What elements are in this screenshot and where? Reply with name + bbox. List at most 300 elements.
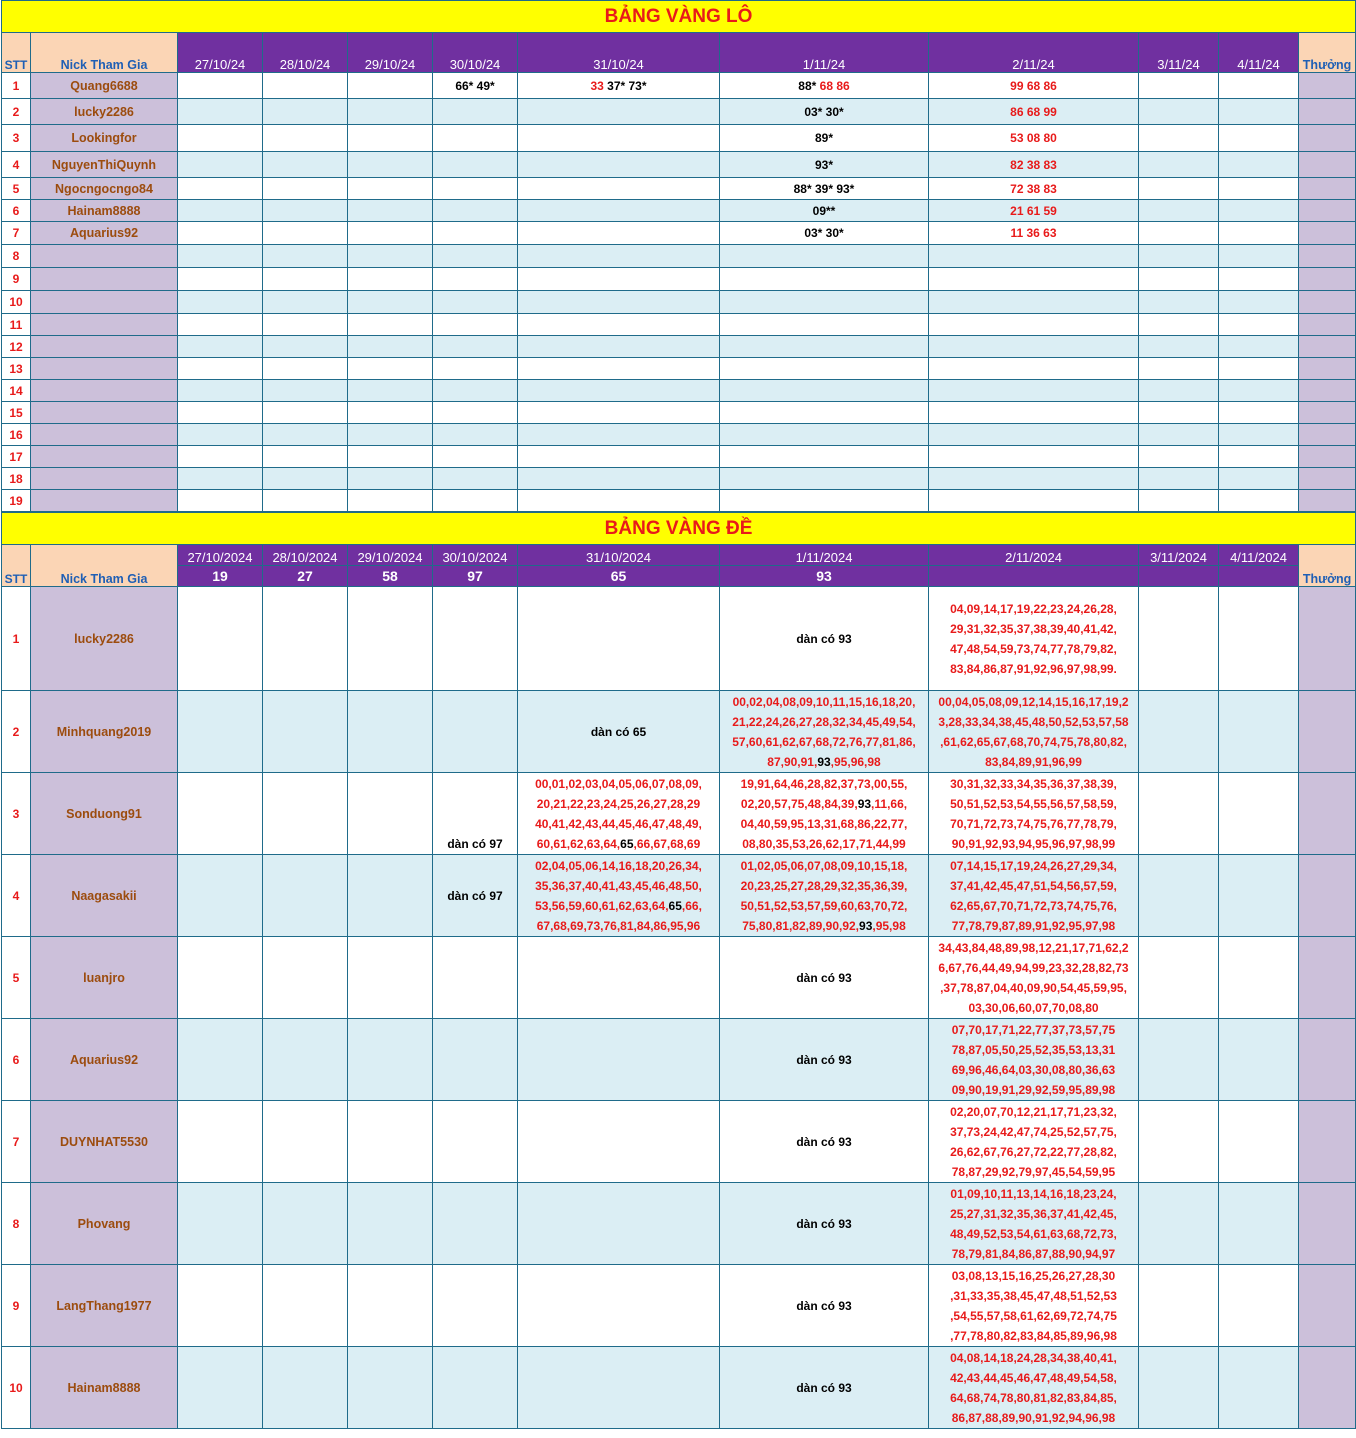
lo-cell[interactable] — [720, 178, 929, 200]
de-row-nick: DUYNHAT5530 — [31, 1101, 178, 1183]
de-cell[interactable] — [929, 1101, 1139, 1183]
lo-row — [2, 336, 1356, 358]
lo-cell[interactable] — [518, 336, 720, 358]
lo-cell[interactable] — [433, 446, 518, 468]
de-header-date: 2/11/2024 — [929, 545, 1139, 566]
lo-cell[interactable] — [1219, 380, 1299, 402]
lo-cell[interactable] — [178, 99, 263, 125]
de-cell[interactable] — [1139, 773, 1219, 855]
de-cell[interactable] — [1219, 1347, 1299, 1429]
lo-cell[interactable] — [263, 380, 348, 402]
de-cell[interactable] — [1139, 1101, 1219, 1183]
lo-cell[interactable] — [433, 468, 518, 490]
lo-cell[interactable] — [1139, 291, 1219, 314]
de-cell[interactable] — [433, 1347, 518, 1429]
de-cell[interactable] — [348, 1183, 433, 1265]
lo-cell[interactable] — [929, 291, 1139, 314]
de-cell[interactable] — [433, 855, 518, 937]
lo-cell[interactable] — [720, 314, 929, 336]
de-cell[interactable] — [720, 855, 929, 937]
de-cell[interactable] — [518, 587, 720, 691]
lo-cell[interactable] — [263, 468, 348, 490]
cell-text-segment: 93 — [859, 918, 873, 933]
de-cell[interactable] — [433, 1183, 518, 1265]
lo-cell[interactable] — [433, 380, 518, 402]
de-cell[interactable] — [1219, 1183, 1299, 1265]
lo-cell[interactable] — [348, 424, 433, 446]
de-cell[interactable] — [929, 1265, 1139, 1347]
de-cell[interactable] — [433, 587, 518, 691]
de-cell[interactable] — [720, 1265, 929, 1347]
de-header-date: 3/11/2024 — [1139, 545, 1219, 566]
de-cell[interactable] — [348, 1347, 433, 1429]
lo-cell[interactable] — [178, 424, 263, 446]
de-cell[interactable] — [348, 937, 433, 1019]
lo-cell[interactable] — [263, 99, 348, 125]
lo-row-nick — [31, 314, 178, 336]
de-cell[interactable] — [1219, 1019, 1299, 1101]
lo-header-date: 29/10/24 — [348, 33, 433, 73]
lo-cell[interactable] — [348, 468, 433, 490]
de-row-thuong — [1299, 691, 1356, 773]
lo-cell[interactable] — [348, 291, 433, 314]
de-cell[interactable] — [929, 937, 1139, 1019]
lo-cell[interactable] — [433, 245, 518, 268]
lo-row-thuong — [1299, 178, 1356, 200]
lo-cell[interactable] — [1219, 125, 1299, 152]
lo-cell[interactable] — [518, 291, 720, 314]
lo-cell[interactable] — [1139, 490, 1219, 512]
lo-cell[interactable] — [433, 336, 518, 358]
de-cell[interactable] — [720, 1101, 929, 1183]
de-cell[interactable] — [720, 773, 929, 855]
lo-cell[interactable] — [1139, 268, 1219, 291]
lo-cell[interactable] — [1219, 73, 1299, 99]
lo-cell[interactable] — [433, 424, 518, 446]
lo-cell[interactable] — [518, 125, 720, 152]
lo-cell[interactable] — [348, 490, 433, 512]
de-cell[interactable] — [178, 855, 263, 937]
de-cell[interactable] — [518, 1183, 720, 1265]
lo-row-thuong — [1299, 402, 1356, 424]
cell-text-segment: 93 — [817, 754, 831, 769]
de-cell[interactable] — [263, 855, 348, 937]
lo-cell[interactable] — [263, 178, 348, 200]
lo-cell[interactable] — [929, 468, 1139, 490]
de-cell[interactable] — [518, 937, 720, 1019]
lo-row-stt: 14 — [2, 380, 31, 402]
de-cell[interactable] — [263, 1101, 348, 1183]
de-cell[interactable] — [263, 937, 348, 1019]
de-cell[interactable] — [1139, 937, 1219, 1019]
de-cell[interactable] — [1219, 937, 1299, 1019]
de-cell[interactable] — [263, 773, 348, 855]
de-cell[interactable] — [348, 691, 433, 773]
lo-cell[interactable] — [263, 152, 348, 178]
de-cell[interactable] — [518, 1265, 720, 1347]
de-cell[interactable] — [1219, 773, 1299, 855]
lo-cell[interactable] — [1219, 490, 1299, 512]
lo-cell[interactable] — [348, 200, 433, 222]
lo-cell[interactable] — [518, 99, 720, 125]
de-cell[interactable] — [178, 1101, 263, 1183]
lo-cell[interactable] — [263, 402, 348, 424]
lo-cell[interactable] — [433, 73, 518, 99]
cell-text-segment: 07,70,17,71,22,77,37,73,57,75 78,87,05,50,25,52,35,53,13,31 69,96,46,64,03,30,08,80,36,63 09,90,19,91,29,92,59,95,89,98 — [951, 1022, 1116, 1097]
lo-cell[interactable] — [348, 99, 433, 125]
lo-cell[interactable] — [263, 490, 348, 512]
lo-cell[interactable] — [1219, 245, 1299, 268]
de-cell[interactable] — [518, 1347, 720, 1429]
lo-cell[interactable] — [178, 402, 263, 424]
de-cell[interactable] — [929, 587, 1139, 691]
lo-header-date: 30/10/24 — [433, 33, 518, 73]
lo-cell[interactable] — [929, 125, 1139, 152]
lo-cell[interactable] — [720, 358, 929, 380]
lo-cell[interactable] — [433, 358, 518, 380]
lo-cell[interactable] — [720, 424, 929, 446]
de-cell[interactable] — [178, 773, 263, 855]
lo-cell[interactable] — [348, 152, 433, 178]
lo-row-stt: 11 — [2, 314, 31, 336]
lo-cell[interactable] — [929, 200, 1139, 222]
lo-cell[interactable] — [433, 125, 518, 152]
de-cell[interactable] — [433, 1265, 518, 1347]
lo-cell[interactable] — [518, 152, 720, 178]
lo-cell[interactable] — [348, 358, 433, 380]
de-cell[interactable] — [929, 773, 1139, 855]
lo-cell[interactable] — [348, 314, 433, 336]
lo-cell[interactable] — [1139, 380, 1219, 402]
lo-cell[interactable] — [263, 291, 348, 314]
lo-cell[interactable] — [1139, 73, 1219, 99]
lo-cell[interactable] — [518, 402, 720, 424]
lo-cell[interactable] — [929, 314, 1139, 336]
lo-row — [2, 125, 1356, 152]
lo-cell[interactable] — [720, 73, 929, 99]
de-cell[interactable] — [518, 691, 720, 773]
lo-row-stt: 10 — [2, 291, 31, 314]
lo-cell[interactable] — [348, 73, 433, 99]
de-cell[interactable] — [348, 773, 433, 855]
de-cell[interactable] — [433, 1019, 518, 1101]
lo-cell[interactable] — [433, 291, 518, 314]
de-cell[interactable] — [433, 773, 518, 855]
lo-cell[interactable] — [433, 490, 518, 512]
lo-cell[interactable] — [433, 152, 518, 178]
lo-cell[interactable] — [263, 336, 348, 358]
lo-row-thuong — [1299, 314, 1356, 336]
lo-cell[interactable] — [1219, 268, 1299, 291]
de-cell[interactable] — [1219, 1101, 1299, 1183]
de-cell[interactable] — [348, 855, 433, 937]
de-cell[interactable] — [1219, 691, 1299, 773]
de-cell[interactable] — [433, 1101, 518, 1183]
lo-cell[interactable] — [720, 125, 929, 152]
lo-cell[interactable] — [929, 222, 1139, 245]
lo-cell[interactable] — [433, 99, 518, 125]
lo-cell[interactable] — [929, 152, 1139, 178]
lo-cell[interactable] — [1219, 402, 1299, 424]
lo-row-nick — [31, 245, 178, 268]
lo-cell[interactable] — [1139, 99, 1219, 125]
cell-text-segment: 11 36 63 — [1010, 226, 1057, 240]
lo-cell[interactable] — [1219, 291, 1299, 314]
de-cell[interactable] — [720, 937, 929, 1019]
lo-cell[interactable] — [1139, 446, 1219, 468]
de-cell[interactable] — [433, 691, 518, 773]
lo-cell[interactable] — [1139, 358, 1219, 380]
lo-cell[interactable] — [263, 200, 348, 222]
de-cell[interactable] — [348, 1265, 433, 1347]
lo-cell[interactable] — [1139, 125, 1219, 152]
lo-cell[interactable] — [518, 380, 720, 402]
de-header-date: 4/11/2024 — [1219, 545, 1299, 566]
lo-cell[interactable] — [1219, 152, 1299, 178]
lo-cell[interactable] — [178, 73, 263, 99]
de-cell[interactable] — [178, 937, 263, 1019]
lo-cell[interactable] — [178, 358, 263, 380]
lo-header-date: 31/10/24 — [518, 33, 720, 73]
lo-cell[interactable] — [178, 200, 263, 222]
lo-cell[interactable] — [1139, 245, 1219, 268]
de-cell[interactable] — [518, 855, 720, 937]
cell-text-segment: 66* 49* — [455, 78, 495, 93]
de-row-nick: lucky2286 — [31, 587, 178, 691]
lo-cell[interactable] — [1219, 314, 1299, 336]
lo-cell[interactable] — [263, 314, 348, 336]
de-cell[interactable] — [178, 587, 263, 691]
de-cell[interactable] — [348, 1101, 433, 1183]
lo-cell[interactable] — [929, 99, 1139, 125]
de-cell[interactable] — [263, 1183, 348, 1265]
de-cell[interactable] — [1219, 1265, 1299, 1347]
de-cell[interactable] — [178, 1265, 263, 1347]
de-cell[interactable] — [720, 1183, 929, 1265]
lo-cell[interactable] — [1139, 468, 1219, 490]
de-cell[interactable] — [720, 691, 929, 773]
lo-cell[interactable] — [720, 245, 929, 268]
de-cell[interactable] — [720, 587, 929, 691]
lo-cell[interactable] — [348, 446, 433, 468]
lo-cell[interactable] — [178, 178, 263, 200]
lo-cell[interactable] — [929, 268, 1139, 291]
lo-cell[interactable] — [263, 222, 348, 245]
lo-row — [2, 200, 1356, 222]
lo-cell[interactable] — [518, 358, 720, 380]
lo-cell[interactable] — [929, 178, 1139, 200]
lo-row — [2, 402, 1356, 424]
lo-cell[interactable] — [1219, 222, 1299, 245]
de-cell[interactable] — [929, 1183, 1139, 1265]
lo-cell[interactable] — [263, 268, 348, 291]
de-cell[interactable] — [1139, 691, 1219, 773]
lo-cell[interactable] — [720, 468, 929, 490]
lo-cell[interactable] — [178, 314, 263, 336]
lo-cell[interactable] — [1219, 446, 1299, 468]
lo-cell[interactable] — [348, 336, 433, 358]
lo-cell[interactable] — [518, 468, 720, 490]
de-cell[interactable] — [1219, 855, 1299, 937]
de-cell[interactable] — [263, 1347, 348, 1429]
lo-cell[interactable] — [720, 446, 929, 468]
lo-cell[interactable] — [178, 446, 263, 468]
lo-cell[interactable] — [929, 490, 1139, 512]
lo-cell[interactable] — [433, 200, 518, 222]
de-cell[interactable] — [720, 1347, 929, 1429]
de-cell[interactable] — [720, 1019, 929, 1101]
de-row-nick: Aquarius92 — [31, 1019, 178, 1101]
lo-cell[interactable] — [433, 402, 518, 424]
de-cell[interactable] — [518, 1101, 720, 1183]
lo-cell[interactable] — [929, 402, 1139, 424]
lo-cell[interactable] — [518, 314, 720, 336]
de-cell[interactable] — [263, 1019, 348, 1101]
lo-cell[interactable] — [1219, 336, 1299, 358]
de-cell[interactable] — [929, 691, 1139, 773]
lo-cell[interactable] — [929, 446, 1139, 468]
de-cell[interactable] — [518, 1019, 720, 1101]
lo-row-nick — [31, 268, 178, 291]
lo-row-stt: 8 — [2, 245, 31, 268]
lo-cell[interactable] — [720, 490, 929, 512]
lo-cell[interactable] — [720, 99, 929, 125]
de-header-stt: STT — [2, 545, 31, 587]
lo-cell[interactable] — [1139, 200, 1219, 222]
lo-row-thuong — [1299, 125, 1356, 152]
cell-text-segment: ,66, 67,68,69,73,76,81,84,86,95,96 — [536, 898, 702, 933]
de-cell[interactable] — [1139, 855, 1219, 937]
lo-cell[interactable] — [178, 490, 263, 512]
lo-cell[interactable] — [178, 222, 263, 245]
lo-cell[interactable] — [433, 314, 518, 336]
lo-cell[interactable] — [1139, 336, 1219, 358]
de-cell[interactable] — [348, 1019, 433, 1101]
de-cell[interactable] — [929, 1019, 1139, 1101]
lo-cell[interactable] — [1219, 200, 1299, 222]
lo-cell[interactable] — [720, 291, 929, 314]
lo-cell[interactable] — [720, 222, 929, 245]
lo-cell[interactable] — [518, 268, 720, 291]
lo-cell[interactable] — [263, 424, 348, 446]
lo-header-stt: STT — [2, 33, 31, 73]
de-row-nick: Minhquang2019 — [31, 691, 178, 773]
lo-cell[interactable] — [1139, 402, 1219, 424]
lo-cell[interactable] — [178, 268, 263, 291]
de-result: 93 — [720, 566, 929, 587]
lo-cell[interactable] — [929, 424, 1139, 446]
de-cell[interactable] — [178, 1347, 263, 1429]
lo-cell[interactable] — [929, 358, 1139, 380]
de-cell[interactable] — [433, 937, 518, 1019]
de-cell[interactable] — [1219, 587, 1299, 691]
lo-cell[interactable] — [929, 336, 1139, 358]
de-cell[interactable] — [178, 1183, 263, 1265]
lo-cell[interactable] — [178, 336, 263, 358]
de-cell[interactable] — [1139, 587, 1219, 691]
de-cell[interactable] — [1139, 1347, 1219, 1429]
lo-cell[interactable] — [263, 73, 348, 99]
de-cell[interactable] — [263, 1265, 348, 1347]
lo-cell[interactable] — [518, 178, 720, 200]
lo-cell[interactable] — [1139, 152, 1219, 178]
lo-cell[interactable] — [348, 380, 433, 402]
lo-cell[interactable] — [929, 245, 1139, 268]
lo-cell[interactable] — [178, 245, 263, 268]
lo-cell[interactable] — [263, 125, 348, 152]
lo-cell[interactable] — [720, 336, 929, 358]
de-cell[interactable] — [263, 691, 348, 773]
lo-cell[interactable] — [720, 402, 929, 424]
de-result: 58 — [348, 566, 433, 587]
lo-cell[interactable] — [518, 446, 720, 468]
de-cell[interactable] — [348, 587, 433, 691]
lo-cell[interactable] — [1139, 222, 1219, 245]
lo-cell[interactable] — [720, 380, 929, 402]
de-cell[interactable] — [178, 691, 263, 773]
de-cell[interactable] — [1139, 1265, 1219, 1347]
lo-cell[interactable] — [518, 424, 720, 446]
lo-cell[interactable] — [1139, 178, 1219, 200]
lo-cell[interactable] — [348, 245, 433, 268]
lo-cell[interactable] — [1219, 99, 1299, 125]
lo-cell[interactable] — [929, 73, 1139, 99]
lo-cell[interactable] — [1139, 424, 1219, 446]
lo-cell[interactable] — [518, 200, 720, 222]
lo-cell[interactable] — [1219, 468, 1299, 490]
lo-cell[interactable] — [929, 380, 1139, 402]
lo-cell[interactable] — [178, 152, 263, 178]
de-cell[interactable] — [1139, 1183, 1219, 1265]
lo-cell[interactable] — [263, 446, 348, 468]
lo-cell[interactable] — [433, 178, 518, 200]
de-cell[interactable] — [929, 855, 1139, 937]
lo-cell[interactable] — [178, 468, 263, 490]
lo-cell[interactable] — [263, 245, 348, 268]
lo-cell[interactable] — [518, 73, 720, 99]
lo-cell[interactable] — [348, 178, 433, 200]
lo-row-nick — [31, 291, 178, 314]
lo-cell[interactable] — [263, 358, 348, 380]
lo-cell[interactable] — [348, 402, 433, 424]
lo-cell[interactable] — [433, 268, 518, 291]
lo-cell[interactable] — [433, 222, 518, 245]
de-cell[interactable] — [929, 1347, 1139, 1429]
de-cell[interactable] — [178, 1019, 263, 1101]
lo-cell[interactable] — [178, 125, 263, 152]
lo-cell[interactable] — [178, 380, 263, 402]
lo-row-nick — [31, 380, 178, 402]
lo-cell[interactable] — [518, 490, 720, 512]
lo-cell[interactable] — [348, 125, 433, 152]
lo-cell[interactable] — [1139, 314, 1219, 336]
lo-cell[interactable] — [1219, 178, 1299, 200]
lo-cell[interactable] — [348, 268, 433, 291]
lo-cell[interactable] — [720, 152, 929, 178]
lo-cell[interactable] — [518, 245, 720, 268]
de-cell[interactable] — [1139, 1019, 1219, 1101]
lo-row — [2, 314, 1356, 336]
lo-cell[interactable] — [348, 222, 433, 245]
lo-cell[interactable] — [1219, 424, 1299, 446]
lo-cell[interactable] — [178, 291, 263, 314]
lo-cell[interactable] — [518, 222, 720, 245]
de-cell[interactable] — [263, 587, 348, 691]
lo-cell[interactable] — [1219, 358, 1299, 380]
de-cell[interactable] — [518, 773, 720, 855]
lo-cell[interactable] — [720, 200, 929, 222]
lo-cell[interactable] — [720, 268, 929, 291]
